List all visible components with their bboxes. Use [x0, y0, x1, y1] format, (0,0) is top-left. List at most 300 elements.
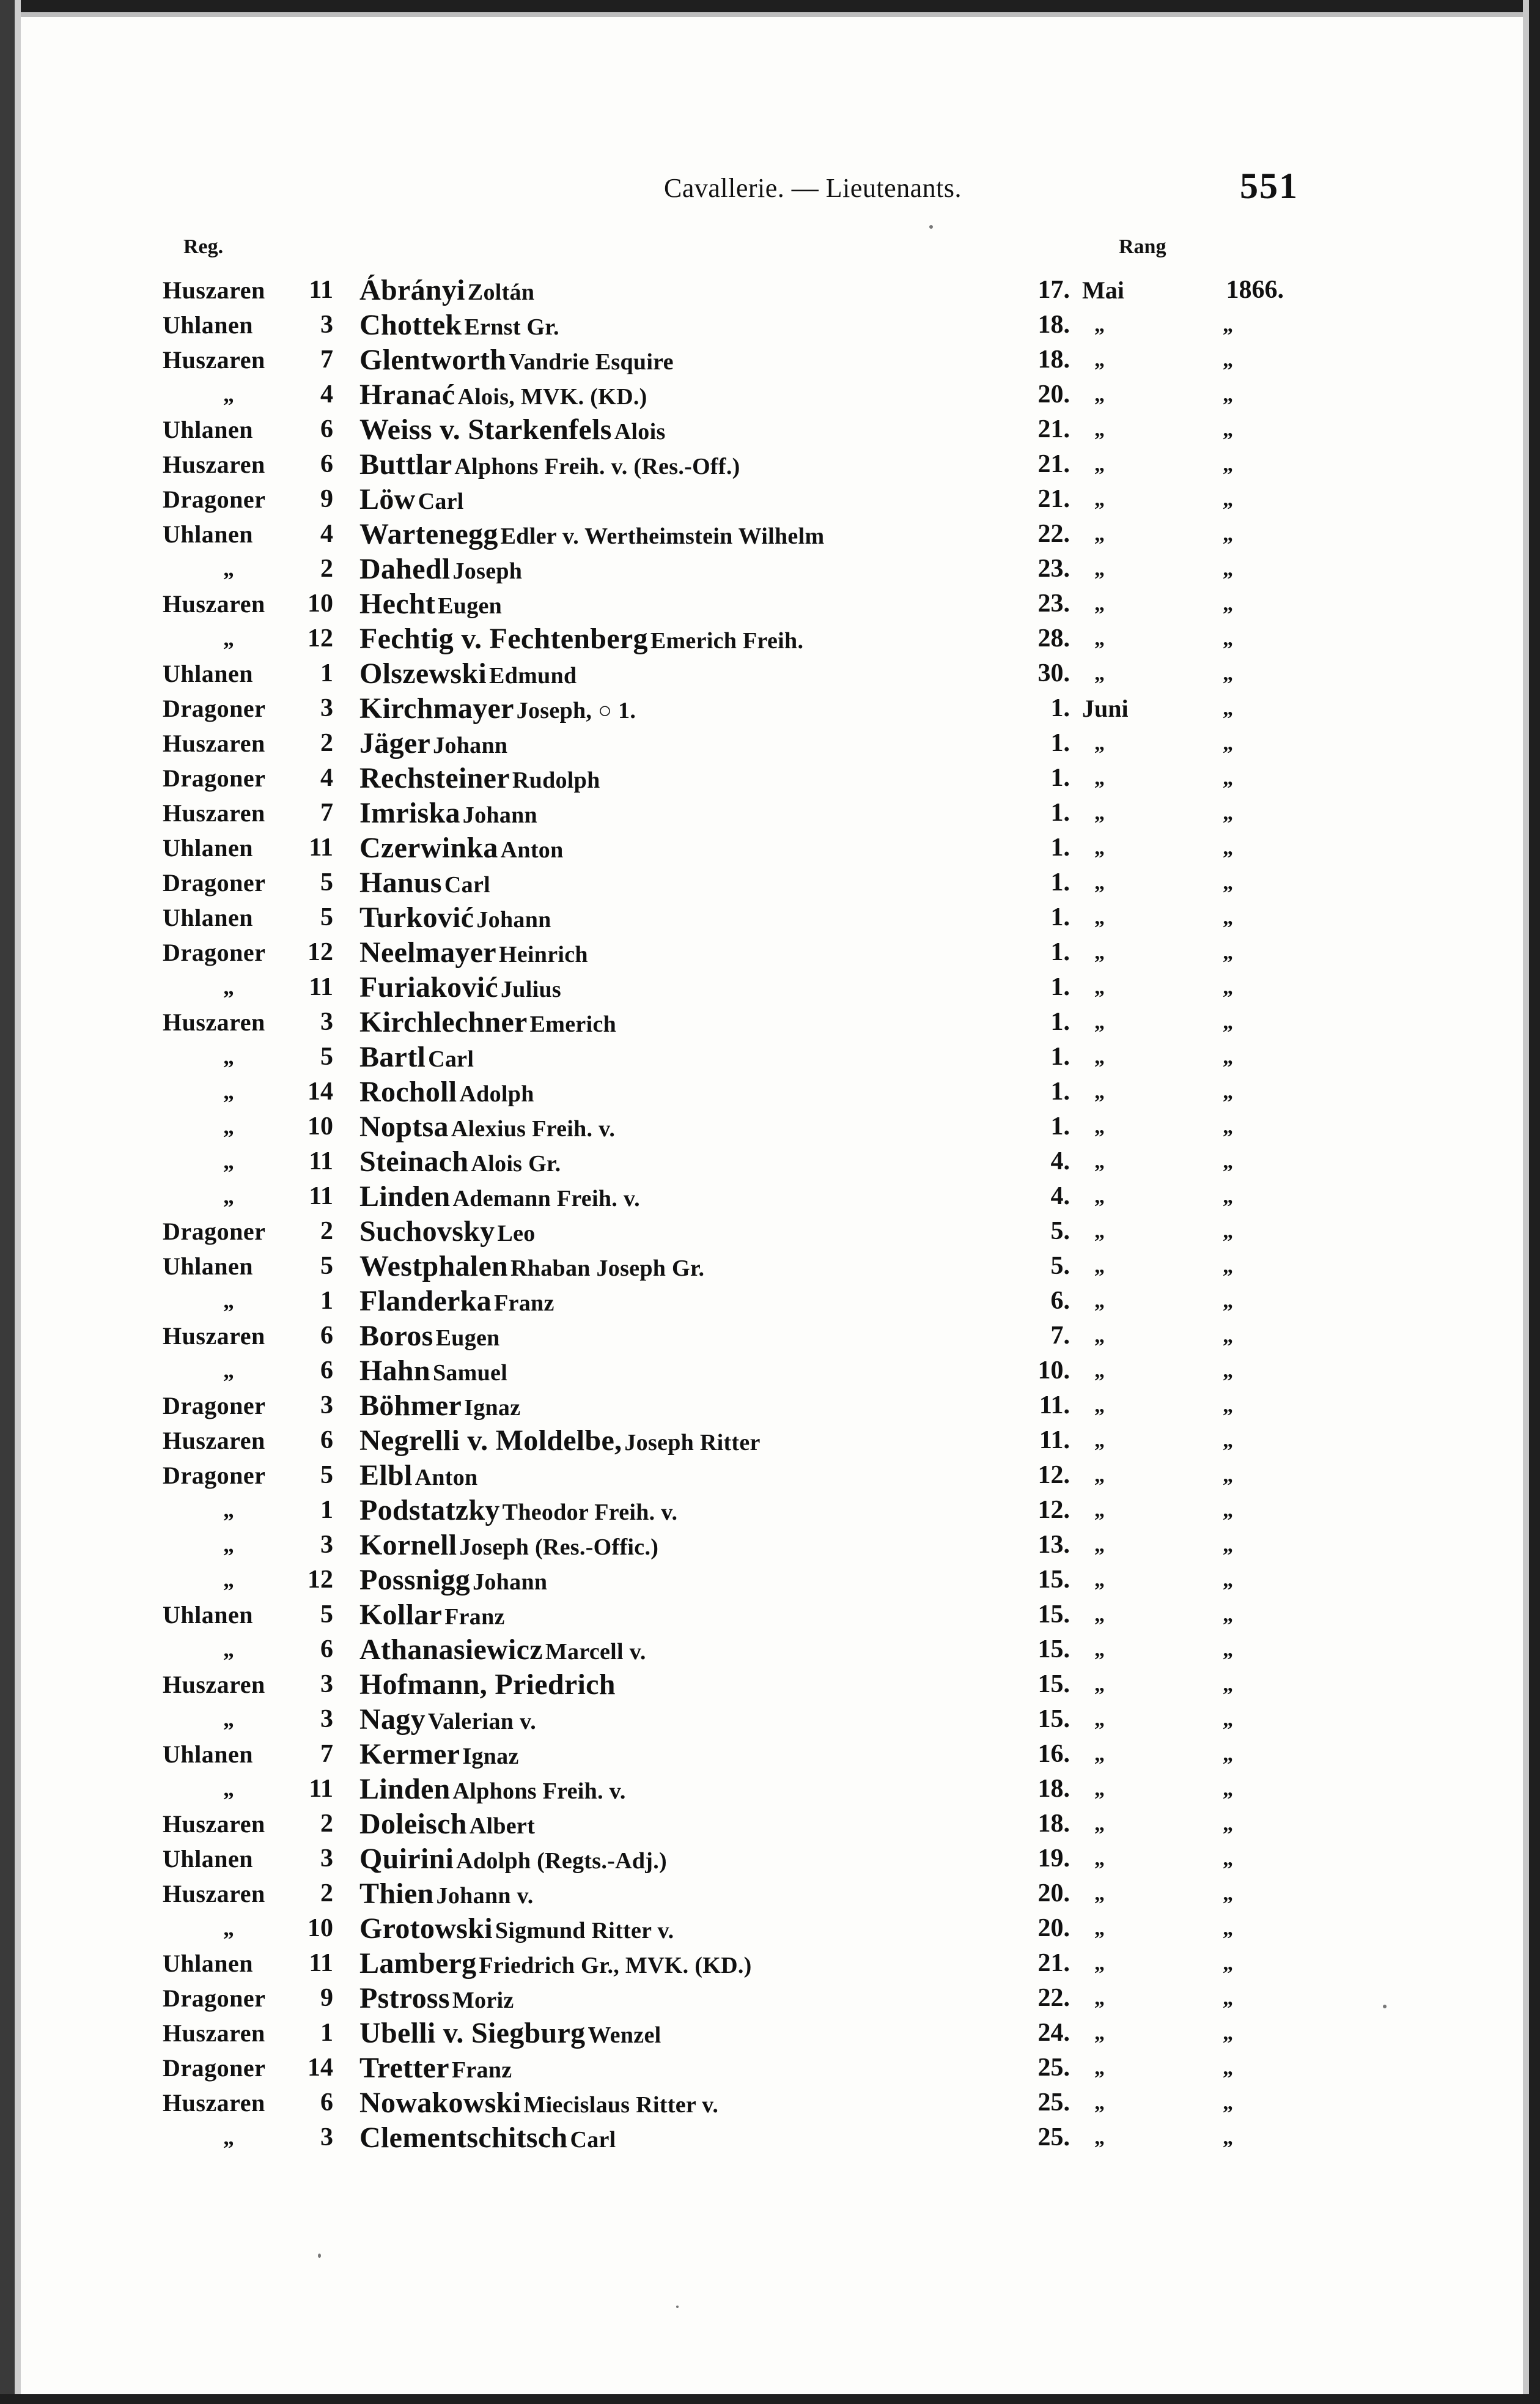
- officer-given-names: Heinrich: [498, 942, 588, 967]
- regiment-number: 2: [320, 1810, 333, 1838]
- rank-month: „: [1094, 488, 1105, 511]
- regiment-type: Huszaren: [163, 1008, 265, 1036]
- rank-day: 18.: [1037, 346, 1070, 374]
- officer-given-names: Ademann Freih. v.: [452, 1186, 640, 1211]
- rank-day: 23.: [1037, 590, 1070, 618]
- officer-given-names: Franz: [494, 1290, 554, 1316]
- regiment-number: 12: [308, 624, 333, 653]
- regiment-number: 10: [308, 590, 333, 618]
- rank-month: „: [1094, 627, 1105, 650]
- rank-year: „: [1223, 1813, 1233, 1835]
- roster-row: [0, 1214, 1540, 1249]
- officer-surname: Boros: [359, 1320, 433, 1352]
- regiment-type: Huszaren: [163, 1427, 265, 1454]
- officer-surname: Rechsteiner: [359, 762, 510, 794]
- regiment-number: 9: [320, 485, 333, 513]
- rank-day: 1.: [1050, 834, 1070, 862]
- regiment-type: „: [223, 1358, 235, 1383]
- rank-day: 1.: [1050, 729, 1070, 757]
- roster-row: [0, 586, 1540, 621]
- rank-month: „: [1094, 837, 1105, 859]
- rank-year: „: [1223, 1673, 1233, 1696]
- roster-row: [0, 342, 1540, 377]
- officer-given-names: Ignaz: [462, 1744, 519, 1769]
- officer-given-names: Alexius Freih. v.: [451, 1116, 616, 1142]
- roster-row: [0, 1667, 1540, 1702]
- scan-speck: [929, 225, 933, 229]
- roster-row: [0, 900, 1540, 935]
- officer-given-names: Eugen: [435, 1325, 500, 1351]
- rank-year: „: [1223, 1778, 1233, 1800]
- rank-year: „: [1223, 1499, 1233, 1522]
- regiment-number: 11: [309, 1147, 333, 1175]
- regiment-number: 5: [320, 903, 333, 931]
- officer-given-names: Leo: [497, 1221, 536, 1246]
- rank-day: 1.: [1050, 1008, 1070, 1036]
- officer-surname: Furiaković: [359, 971, 498, 1004]
- regiment-number: 3: [320, 1844, 333, 1873]
- regiment-type: Dragoner: [163, 939, 266, 966]
- roster-row: [0, 935, 1540, 970]
- officer-given-names: Joseph, ○ 1.: [516, 698, 636, 723]
- officer-given-names: Joseph (Res.-Offic.): [459, 1534, 659, 1560]
- rank-year: „: [1223, 1081, 1233, 1103]
- officer-surname: Lamberg: [359, 1947, 477, 1980]
- officer-given-names: Alois, MVK. (KD.): [457, 384, 647, 410]
- officer-surname: Buttlar: [359, 448, 452, 481]
- officer-surname: Nowakowski: [359, 2087, 521, 2119]
- officer-surname: Neelmayer: [359, 936, 496, 969]
- rank-day: 7.: [1050, 1322, 1070, 1350]
- roster-row: [0, 726, 1540, 761]
- roster-row: [0, 1563, 1540, 1597]
- regiment-number: 6: [320, 1356, 333, 1385]
- roster-row: [0, 1458, 1540, 1493]
- rank-year: „: [1223, 1464, 1233, 1487]
- roster-row: [0, 308, 1540, 342]
- regiment-number: 2: [320, 555, 333, 583]
- rank-year: „: [1223, 314, 1233, 336]
- officer-given-names: Joseph Ritter: [624, 1430, 761, 1455]
- scan-speck: [1383, 2005, 1387, 2008]
- regiment-type: „: [223, 626, 235, 651]
- rank-year: „: [1223, 418, 1233, 441]
- rank-day: 20.: [1037, 1914, 1070, 1942]
- rank-day: 6.: [1050, 1287, 1070, 1315]
- rank-month: „: [1094, 1847, 1105, 1870]
- regiment-number: 2: [320, 729, 333, 757]
- officer-surname: Olszewski: [359, 657, 487, 690]
- regiment-type: Dragoner: [163, 1984, 266, 2012]
- officer-given-names: Wenzel: [588, 2022, 661, 2048]
- regiment-type: „: [223, 1533, 235, 1557]
- rank-month: „: [1094, 941, 1105, 964]
- officer-surname: Rocholl: [359, 1076, 457, 1108]
- roster-row: [0, 865, 1540, 900]
- rank-year: „: [1223, 767, 1233, 790]
- rank-month: „: [1094, 1046, 1105, 1068]
- regiment-number: 5: [320, 868, 333, 897]
- rank-day: 1.: [1050, 1112, 1070, 1141]
- roster-row: [0, 1981, 1540, 2016]
- regiment-type: „: [223, 1498, 235, 1522]
- rank-year: „: [1223, 593, 1233, 615]
- rank-month: „: [1094, 523, 1105, 546]
- rank-month: „: [1094, 1987, 1105, 2010]
- rank-month: „: [1094, 1185, 1105, 1208]
- rank-year: „: [1223, 732, 1233, 755]
- regiment-type: Huszaren: [163, 590, 265, 618]
- roster-row: [0, 377, 1540, 412]
- rank-day: 22.: [1037, 1984, 1070, 2012]
- regiment-number: 4: [320, 520, 333, 548]
- rank-day: 25.: [1037, 2088, 1070, 2117]
- officer-given-names: Franz: [444, 1604, 505, 1630]
- rank-month: „: [1094, 1394, 1105, 1417]
- rank-year: „: [1223, 2091, 1233, 2114]
- scan-speck: [676, 2306, 679, 2308]
- rank-year: „: [1223, 2022, 1233, 2044]
- regiment-type: Huszaren: [163, 1880, 265, 1907]
- regiment-type: „: [223, 1079, 235, 1104]
- roster-row: [0, 1528, 1540, 1563]
- officer-given-names: Rhaban Joseph Gr.: [510, 1256, 705, 1281]
- roster-row: [0, 1179, 1540, 1214]
- roster-row: [0, 1772, 1540, 1807]
- officer-given-names: Adolph (Regts.-Adj.): [456, 1848, 667, 1874]
- officer-given-names: Johann: [433, 733, 508, 758]
- officer-given-names: Ernst Gr.: [464, 314, 559, 340]
- rank-day: 20.: [1037, 380, 1070, 409]
- rank-day: 11.: [1039, 1426, 1070, 1454]
- rank-day: 1.: [1050, 694, 1070, 722]
- roster-row: [0, 1388, 1540, 1423]
- rank-year: 1866.: [1226, 276, 1284, 304]
- officer-surname: Suchovsky: [359, 1215, 495, 1248]
- officer-surname: Hofmann, Priedrich: [359, 1668, 616, 1701]
- roster-row: [0, 796, 1540, 830]
- rank-month: „: [1094, 662, 1105, 685]
- rank-year: „: [1223, 488, 1233, 511]
- rank-month: „: [1094, 349, 1105, 371]
- rank-month: Mai: [1082, 276, 1124, 304]
- rank-day: 1.: [1050, 1078, 1070, 1106]
- rank-month: „: [1094, 1464, 1105, 1487]
- regiment-number: 5: [320, 1043, 333, 1071]
- rank-year: „: [1223, 1987, 1233, 2010]
- rank-year: „: [1223, 1603, 1233, 1626]
- officer-given-names: Ignaz: [464, 1395, 521, 1421]
- column-header-rang: Rang: [1119, 235, 1166, 258]
- rank-year: „: [1223, 1359, 1233, 1382]
- rank-year: „: [1223, 1429, 1233, 1452]
- officer-given-names: Zoltán: [467, 279, 535, 305]
- officer-surname: Grotowski: [359, 1912, 493, 1945]
- officer-surname: Czerwinka: [359, 832, 498, 864]
- regiment-type: Dragoner: [163, 486, 266, 513]
- officer-given-names: Carl: [418, 489, 464, 514]
- rank-year: „: [1223, 453, 1233, 476]
- rank-year: „: [1223, 941, 1233, 964]
- rank-day: 1.: [1050, 938, 1070, 966]
- regiment-number: 3: [320, 1008, 333, 1036]
- rank-day: 10.: [1037, 1356, 1070, 1385]
- roster-row: [0, 1876, 1540, 1911]
- officer-given-names: Alois Gr.: [471, 1151, 561, 1177]
- rank-year: „: [1223, 1569, 1233, 1591]
- officer-given-names: Franz: [451, 2057, 512, 2083]
- officer-surname: Negrelli v. Moldelbe,: [359, 1424, 622, 1457]
- rank-day: 17.: [1037, 276, 1070, 304]
- rank-day: 16.: [1037, 1740, 1070, 1768]
- officer-surname: Bartl: [359, 1041, 426, 1073]
- regiment-type: „: [223, 1184, 235, 1208]
- officer-surname: Doleisch: [359, 1808, 467, 1840]
- rank-year: „: [1223, 2126, 1233, 2149]
- rank-year: „: [1223, 2057, 1233, 2079]
- regiment-type: Uhlanen: [163, 416, 253, 443]
- rank-month: „: [1094, 418, 1105, 441]
- rank-month: „: [1094, 1813, 1105, 1835]
- rank-month: „: [1094, 906, 1105, 929]
- regiment-number: 2: [320, 1217, 333, 1245]
- roster-row: [0, 2051, 1540, 2085]
- roster-row: [0, 656, 1540, 691]
- regiment-type: „: [223, 2125, 235, 2150]
- regiment-number: 2: [320, 1879, 333, 1907]
- roster-row: [0, 1807, 1540, 1841]
- regiment-number: 1: [320, 1496, 333, 1524]
- officer-given-names: Edler v. Wertheimstein Wilhelm: [500, 523, 825, 549]
- rank-year: „: [1223, 697, 1233, 720]
- regiment-number: 14: [308, 1078, 333, 1106]
- roster-row: [0, 970, 1540, 1005]
- roster-row: [0, 1946, 1540, 1981]
- rank-year: „: [1223, 1220, 1233, 1243]
- regiment-type: Dragoner: [163, 1392, 266, 1419]
- officer-given-names: Vandrie Esquire: [509, 349, 674, 375]
- regiment-number: 12: [308, 938, 333, 966]
- officer-given-names: Samuel: [432, 1360, 508, 1386]
- officer-surname: Dahedl: [359, 553, 451, 585]
- rank-month: „: [1094, 1603, 1105, 1626]
- regiment-type: „: [223, 557, 235, 581]
- regiment-type: Huszaren: [163, 2019, 265, 2047]
- roster-row: [0, 1040, 1540, 1074]
- rank-month: „: [1094, 314, 1105, 336]
- officer-given-names: Valerian v.: [427, 1709, 537, 1734]
- regiment-type: „: [223, 1777, 235, 1801]
- regiment-type: Uhlanen: [163, 1845, 253, 1873]
- officer-surname: Quirini: [359, 1843, 454, 1875]
- roster-row: [0, 1319, 1540, 1353]
- officer-surname: Böhmer: [359, 1389, 462, 1422]
- rank-month: Juni: [1082, 695, 1129, 722]
- rank-year: „: [1223, 976, 1233, 999]
- officer-surname: Westphalen: [359, 1250, 509, 1282]
- regiment-type: Dragoner: [163, 1218, 266, 1245]
- officer-given-names: Alois: [614, 419, 666, 445]
- officer-given-names: Albert: [469, 1813, 536, 1839]
- regiment-type: Dragoner: [163, 695, 266, 722]
- regiment-type: Dragoner: [163, 764, 266, 792]
- rank-year: „: [1223, 383, 1233, 406]
- rank-month: „: [1094, 453, 1105, 476]
- page-title: Cavallerie. — Lieutenants.: [663, 173, 962, 203]
- rank-day: 12.: [1037, 1461, 1070, 1489]
- officer-given-names: Emerich Freih.: [650, 628, 804, 654]
- regiment-number: 11: [309, 1775, 333, 1803]
- rank-day: 15.: [1037, 1670, 1070, 1698]
- regiment-type: Uhlanen: [163, 1950, 253, 1977]
- rank-month: „: [1094, 593, 1105, 615]
- officer-surname: Ábrányi: [359, 274, 465, 306]
- officer-surname: Fechtig v. Fechtenberg: [359, 623, 648, 655]
- regiment-number: 11: [309, 1182, 333, 1210]
- rank-day: 5.: [1050, 1217, 1070, 1245]
- officer-surname: Kermer: [359, 1738, 460, 1770]
- regiment-type: „: [223, 1149, 235, 1174]
- rank-day: 23.: [1037, 555, 1070, 583]
- officer-surname: Löw: [359, 483, 416, 516]
- officer-surname: Linden: [359, 1180, 451, 1213]
- officer-given-names: Moriz: [452, 1988, 514, 2013]
- regiment-type: „: [223, 1114, 235, 1139]
- regiment-number: 3: [320, 2123, 333, 2151]
- regiment-number: 6: [320, 1635, 333, 1663]
- rank-day: 21.: [1037, 485, 1070, 513]
- roster-row: [0, 1249, 1540, 1284]
- regiment-number: 6: [320, 1322, 333, 1350]
- regiment-type: „: [223, 1567, 235, 1592]
- officer-surname: Wartenegg: [359, 518, 498, 550]
- officer-given-names: Johann: [462, 802, 537, 828]
- rank-year: „: [1223, 1325, 1233, 1347]
- officer-surname: Ubelli v. Siegburg: [359, 2017, 586, 2049]
- officer-surname: Imriska: [359, 797, 460, 829]
- rank-day: 25.: [1037, 2054, 1070, 2082]
- scan-edge-bottom: [0, 2394, 1540, 2404]
- officer-surname: Nagy: [359, 1703, 426, 1736]
- regiment-type: Huszaren: [163, 1322, 265, 1350]
- officer-given-names: Johann v.: [436, 1883, 534, 1909]
- officer-surname: Turković: [359, 901, 474, 934]
- rank-year: „: [1223, 349, 1233, 371]
- officer-surname: Thien: [359, 1877, 434, 1910]
- rank-day: 18.: [1037, 311, 1070, 339]
- rank-day: 21.: [1037, 415, 1070, 443]
- rank-year: „: [1223, 1115, 1233, 1138]
- rank-month: „: [1094, 1638, 1105, 1661]
- roster-row: [0, 552, 1540, 586]
- regiment-number: 14: [308, 2054, 333, 2082]
- rank-year: „: [1223, 1882, 1233, 1905]
- rank-month: „: [1094, 1255, 1105, 1278]
- rank-day: 18.: [1037, 1810, 1070, 1838]
- regiment-type: „: [223, 1637, 235, 1662]
- officer-given-names: Sigmund Ritter v.: [495, 1918, 674, 1944]
- rank-year: „: [1223, 523, 1233, 546]
- regiment-number: 1: [320, 1287, 333, 1315]
- regiment-number: 10: [308, 1112, 333, 1141]
- officer-given-names: Friedrich Gr., MVK. (KD.): [479, 1953, 752, 1978]
- rank-month: „: [1094, 1708, 1105, 1731]
- regiment-number: 6: [320, 2088, 333, 2117]
- officer-surname: Athanasiewicz: [359, 1633, 543, 1666]
- officer-surname: Kollar: [359, 1599, 443, 1631]
- rank-day: 13.: [1037, 1531, 1070, 1559]
- rank-month: „: [1094, 1220, 1105, 1243]
- roster-row: [0, 1632, 1540, 1667]
- rank-year: „: [1223, 871, 1233, 894]
- rank-month: „: [1094, 1011, 1105, 1034]
- regiment-type: Huszaren: [163, 730, 265, 757]
- rank-month: „: [1094, 1743, 1105, 1766]
- roster-row: [0, 447, 1540, 482]
- rank-day: 21.: [1037, 450, 1070, 478]
- roster-row: [0, 691, 1540, 726]
- page-number: 551: [1240, 166, 1299, 206]
- officer-given-names: Carl: [444, 872, 490, 898]
- regiment-number: 3: [320, 311, 333, 339]
- officer-given-names: Emerich: [529, 1012, 617, 1037]
- regiment-type: Dragoner: [163, 1462, 266, 1489]
- rank-day: 5.: [1050, 1252, 1070, 1280]
- rank-month: „: [1094, 1673, 1105, 1696]
- regiment-number: 6: [320, 450, 333, 478]
- regiment-number: 6: [320, 1426, 333, 1454]
- rank-year: „: [1223, 802, 1233, 824]
- rank-month: „: [1094, 1150, 1105, 1173]
- rank-day: 1.: [1050, 868, 1070, 897]
- rank-day: 25.: [1037, 2123, 1070, 2151]
- rank-month: „: [1094, 2091, 1105, 2114]
- officer-surname: Tretter: [359, 2052, 449, 2084]
- regiment-type: Uhlanen: [163, 834, 253, 862]
- rank-month: „: [1094, 732, 1105, 755]
- rank-year: „: [1223, 837, 1233, 859]
- regiment-type: Huszaren: [163, 1671, 265, 1698]
- rank-year: „: [1223, 1743, 1233, 1766]
- rank-month: „: [1094, 1115, 1105, 1138]
- officer-surname: Flanderka: [359, 1285, 492, 1317]
- officer-surname: Hanus: [359, 867, 442, 899]
- regiment-number: 9: [320, 1984, 333, 2012]
- officer-given-names: Anton: [414, 1465, 478, 1490]
- roster-row: [0, 1737, 1540, 1772]
- regiment-type: „: [223, 1045, 235, 1069]
- officer-given-names: Carl: [428, 1046, 474, 1072]
- rank-month: „: [1094, 1290, 1105, 1312]
- rank-day: 1.: [1050, 903, 1070, 931]
- rank-year: „: [1223, 1255, 1233, 1278]
- regiment-type: Dragoner: [163, 869, 266, 897]
- rank-year: „: [1223, 1952, 1233, 1975]
- rank-month: „: [1094, 2057, 1105, 2079]
- roster-row: [0, 1284, 1540, 1319]
- officer-surname: Weiss v. Starkenfels: [359, 413, 612, 446]
- regiment-type: Dragoner: [163, 2054, 266, 2082]
- rank-year: „: [1223, 1185, 1233, 1208]
- rank-day: 22.: [1037, 520, 1070, 548]
- officer-surname: Hecht: [359, 588, 436, 620]
- rank-day: 28.: [1037, 624, 1070, 653]
- regiment-number: 4: [320, 380, 333, 409]
- regiment-type: „: [223, 1916, 235, 1940]
- rank-month: „: [1094, 1569, 1105, 1591]
- regiment-type: Huszaren: [163, 799, 265, 827]
- officer-given-names: Theodor Freih. v.: [502, 1500, 678, 1525]
